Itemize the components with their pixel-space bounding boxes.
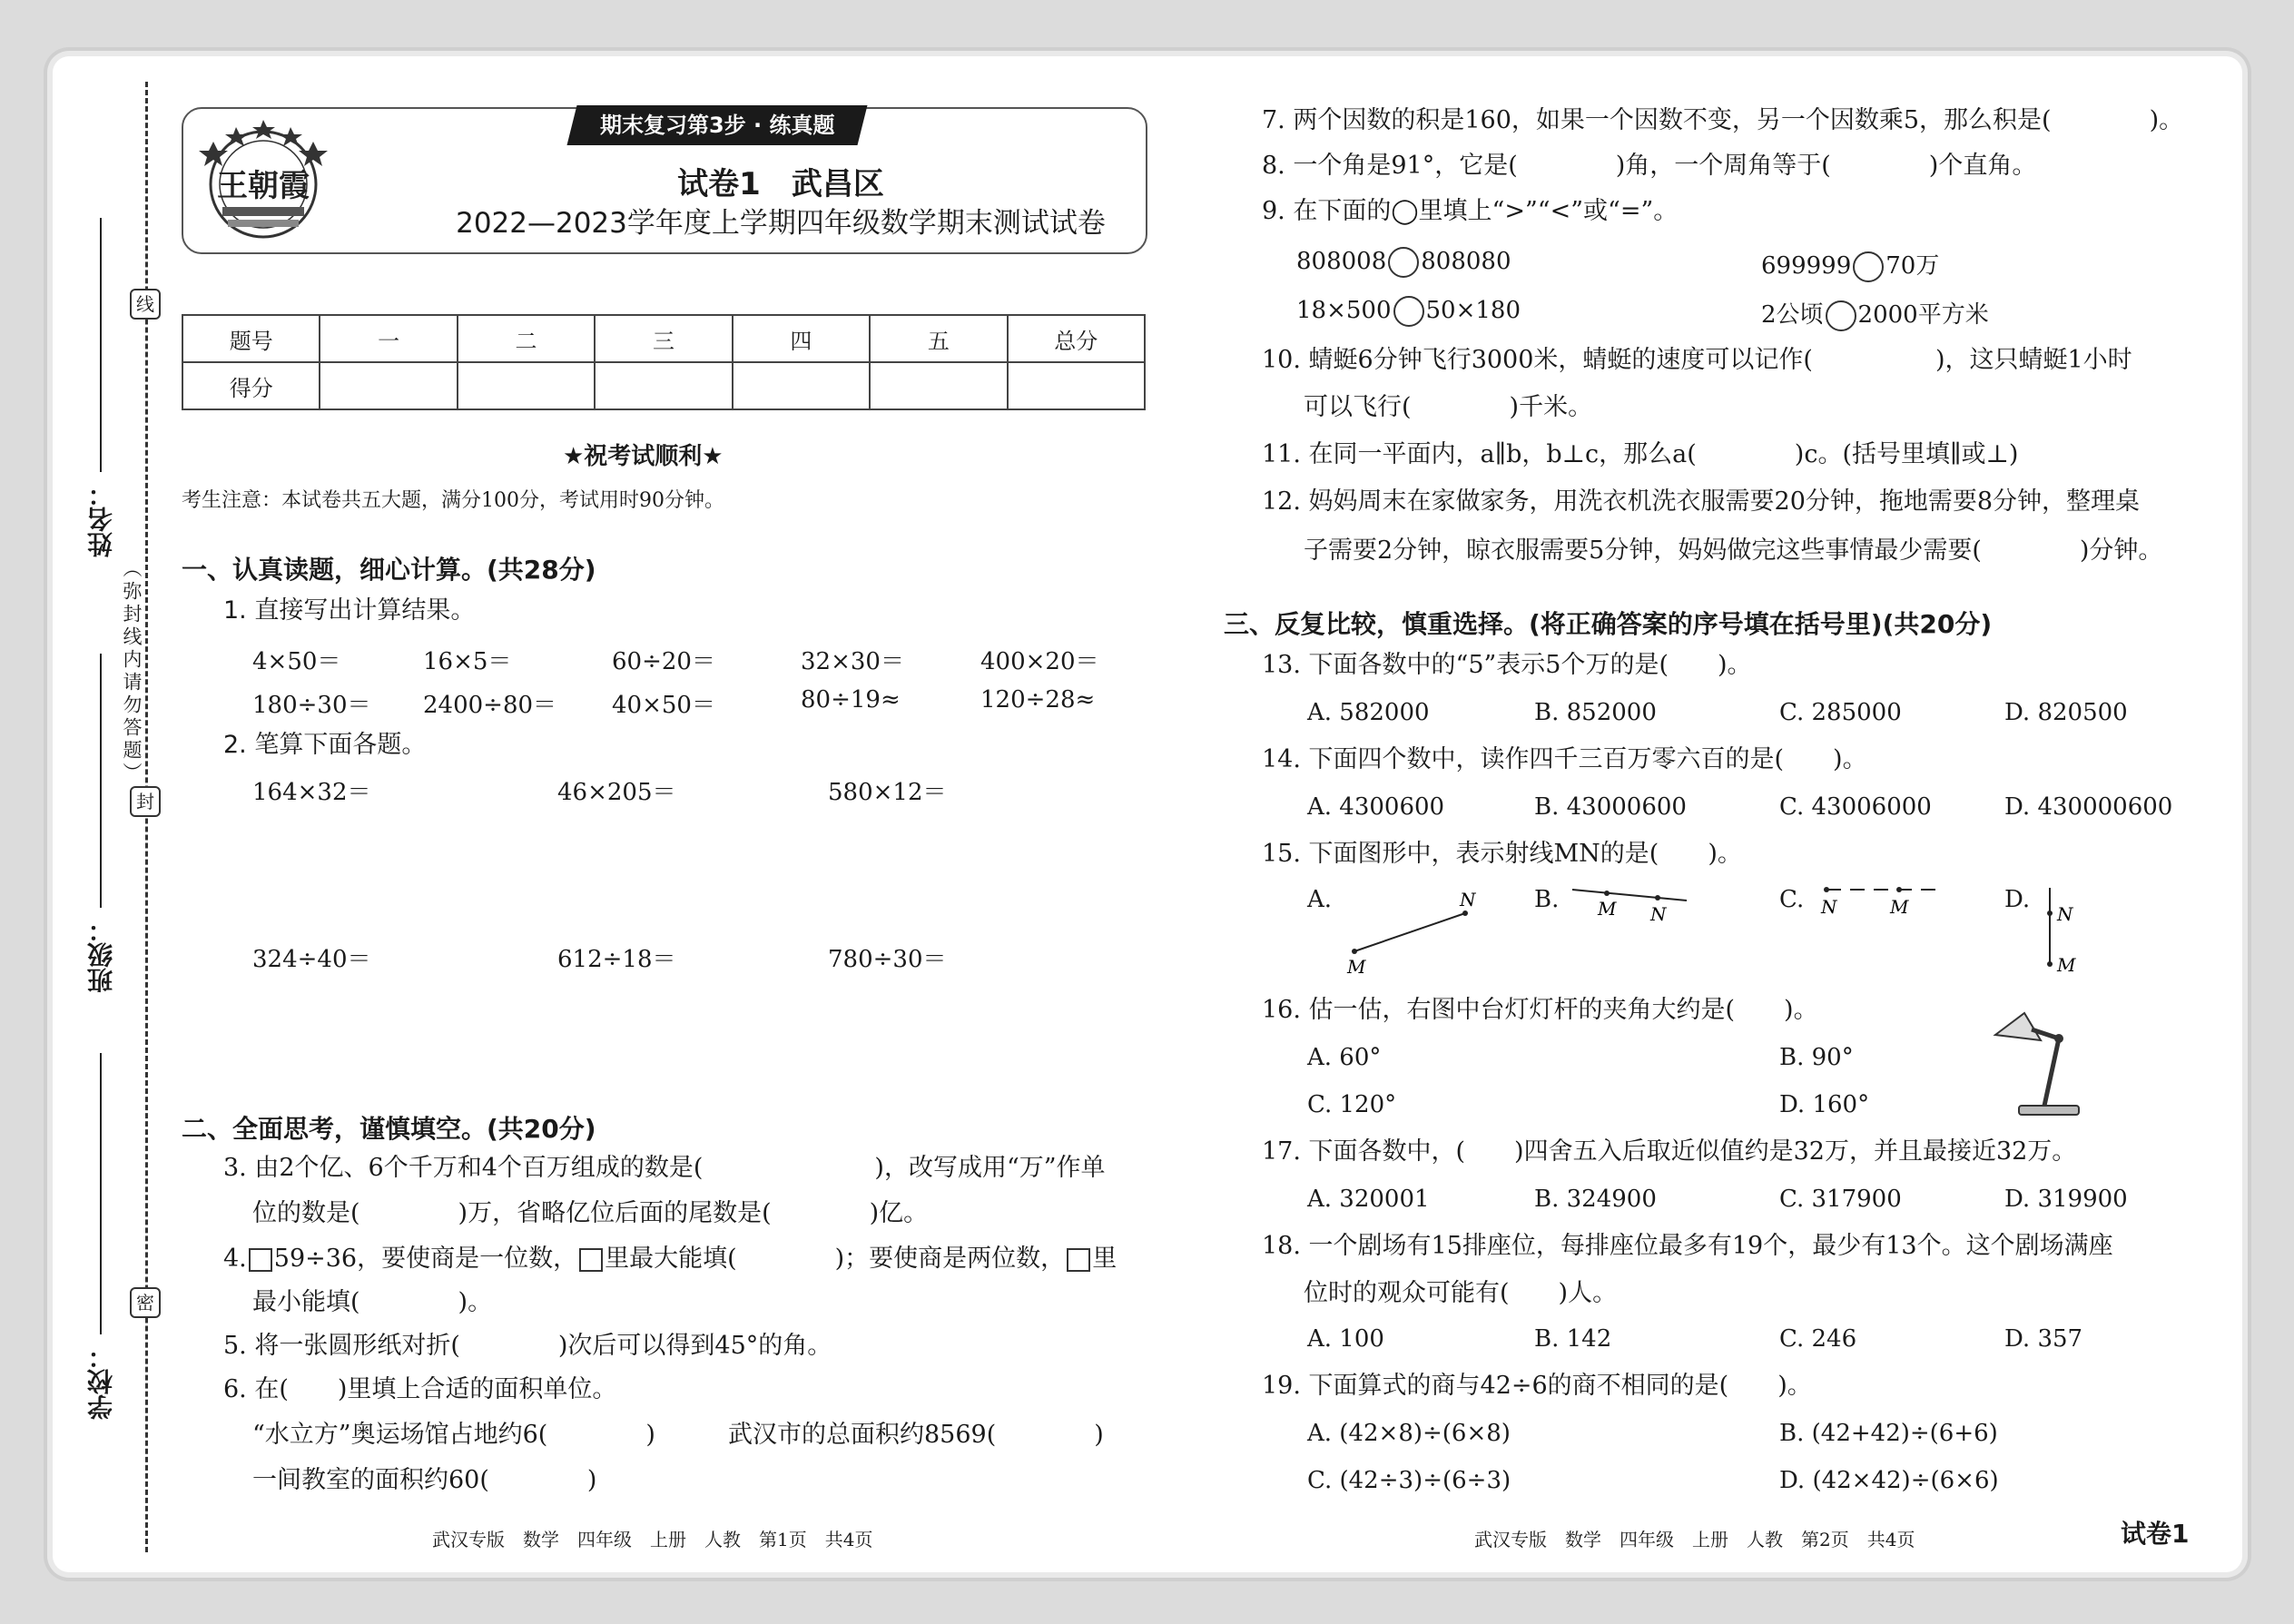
option-a[interactable]: A. 60°: [1307, 1044, 1382, 1071]
score-input-cell[interactable]: [320, 362, 457, 409]
seal-note: （弥封线内请勿答题）: [121, 558, 143, 785]
name-line: [100, 218, 102, 472]
svg-text:M: M: [1890, 896, 1909, 918]
logo-icon: [195, 116, 331, 243]
score-header-cell: 一: [320, 315, 457, 362]
school-label: 学校：: [86, 1343, 116, 1420]
footer-left: 武汉专版 数学 四年级 上册 人教 第1页 共4页: [432, 1529, 873, 1550]
calc-item: 2400÷80＝: [423, 692, 557, 719]
blank-box-icon: [1067, 1248, 1090, 1272]
option-a[interactable]: A. (42×8)÷(6×8): [1307, 1420, 1511, 1447]
option-d[interactable]: D. 820500: [2004, 699, 2128, 726]
svg-text:N: N: [1460, 890, 1476, 910]
option-b[interactable]: B. 142: [1534, 1325, 1612, 1353]
q8-text: 8. 一个角是91°，它是( )角，一个周角等于( )个直角。: [1262, 152, 2037, 180]
calc-item: 32×30＝: [801, 648, 904, 675]
written-calc-item: 580×12＝: [828, 779, 947, 806]
q6-item: 武汉市的总面积约8569( ): [728, 1421, 1104, 1449]
q10-line1: 10. 蜻蜓6分钟飞行3000米，蜻蜓的速度可以记作( )，这只蜻蜓1小时: [1262, 346, 2132, 374]
compare-circle-icon: [1393, 296, 1424, 327]
q18-line2: 位时的观众可能有( )人。: [1304, 1279, 1618, 1307]
written-calc-item: 164×32＝: [252, 779, 371, 806]
written-calc-item: 780÷30＝: [828, 946, 947, 973]
paper-number-badge: 试卷1: [2121, 1519, 2190, 1549]
svg-text:N: N: [2057, 903, 2073, 925]
compare-item: 808008 808080: [1296, 247, 1511, 278]
q5-text: 5. 将一张圆形纸对折( )次后可以得到45°的角。: [223, 1332, 832, 1360]
q13-text: 13. 下面各数中的“5”表示5个万的是( )。: [1262, 651, 1752, 679]
score-header-cell: 总分: [1008, 315, 1145, 362]
option-d[interactable]: D.: [2004, 886, 2031, 913]
compare-item: 18×500 50×180: [1296, 296, 1521, 327]
score-input-cell[interactable]: [458, 362, 595, 409]
q1-text: 1. 直接写出计算结果。: [223, 596, 476, 625]
figure-a-segment: [1344, 890, 1489, 980]
score-header-cell: 四: [733, 315, 870, 362]
option-a[interactable]: A. 4300600: [1307, 793, 1445, 821]
calc-item: 120÷28≈: [980, 686, 1096, 714]
q3-line1: 3. 由2个亿、6个千万和4个百万组成的数是( )，改写成用“万”作单: [223, 1154, 1106, 1182]
section2-title: 二、全面思考，谨慎填空。(共20分): [182, 1114, 596, 1144]
svg-text:M: M: [2057, 954, 2076, 976]
option-c[interactable]: C. (42÷3)÷(6÷3): [1307, 1467, 1511, 1494]
q15-text: 15. 下面图形中，表示射线MN的是( )。: [1262, 840, 1742, 868]
option-a[interactable]: A.: [1307, 886, 1333, 913]
class-label: 班级：: [86, 917, 116, 993]
score-input-cell[interactable]: [595, 362, 732, 409]
school-line: [100, 1053, 102, 1334]
option-c[interactable]: C. 120°: [1307, 1091, 1397, 1118]
class-line: [100, 654, 102, 908]
q2-text: 2. 笔算下面各题。: [223, 731, 427, 759]
step-banner: 期末复习第3步 · 练真题: [567, 105, 868, 145]
score-table-header-row: [182, 315, 1145, 362]
svg-text:N: N: [1821, 896, 1837, 918]
score-row-label: 得分: [182, 362, 320, 409]
figure-d-ray: [2033, 886, 2097, 977]
option-c[interactable]: C.: [1779, 886, 1805, 913]
option-a[interactable]: A. 582000: [1307, 699, 1430, 726]
seal-mi-mark: 密: [130, 1287, 161, 1318]
q11-text: 11. 在同一平面内，a∥b，b⊥c，那么a( )c。(括号里填∥或⊥): [1262, 440, 2019, 468]
blank-box-icon: [249, 1248, 272, 1272]
q17-text: 17. 下面各数中，( )四舍五入后取近似值约是32万，并且最接近32万。: [1262, 1137, 2077, 1166]
calc-item: 400×20＝: [980, 648, 1099, 675]
score-header-cell: 五: [870, 315, 1007, 362]
calc-item: 180÷30＝: [252, 692, 371, 719]
q3-line2: 位的数是( )万，省略亿位后面的尾数是( )亿。: [252, 1199, 929, 1227]
wish-text: ★祝考试顺利★: [563, 443, 724, 470]
figure-b-line: [1570, 886, 1689, 940]
section1-title: 一、认真读题，细心计算。(共28分): [182, 555, 596, 585]
footer-right: 武汉专版 数学 四年级 上册 人教 第2页 共4页: [1474, 1529, 1915, 1550]
calc-item: 16×5＝: [423, 648, 512, 675]
q19-text: 19. 下面算式的商与42÷6的商不相同的是( )。: [1262, 1372, 1812, 1400]
option-d[interactable]: D. 160°: [1779, 1091, 1870, 1118]
paper-title: 试卷1 武昌区: [677, 166, 884, 202]
compare-circle-icon: [1853, 251, 1884, 282]
option-a[interactable]: A. 320001: [1307, 1186, 1430, 1213]
q6-item: 一间教室的面积约60( ): [252, 1466, 597, 1494]
option-d[interactable]: D. (42×42)÷(6×6): [1779, 1467, 1999, 1494]
score-table: [182, 314, 1146, 410]
calc-item: 80÷19≈: [801, 686, 901, 714]
q6-text: 6. 在( )里填上合适的面积单位。: [223, 1375, 617, 1403]
q4-line2: 最小能填( )。: [252, 1288, 493, 1316]
blank-box-icon: [579, 1248, 603, 1272]
q14-text: 14. 下面四个数中，读作四千三百万零六百的是( )。: [1262, 745, 1867, 773]
q6-item: “水立方”奥运场馆占地约6( ): [252, 1421, 655, 1449]
written-calc-item: 46×205＝: [557, 779, 676, 806]
option-b[interactable]: B. 324900: [1534, 1186, 1657, 1213]
compare-item: 2公顷 2000平方米: [1761, 296, 1989, 331]
q16-text: 16. 估一估，右图中台灯灯杆的夹角大约是( )。: [1262, 996, 1818, 1024]
svg-text:M: M: [1598, 898, 1617, 920]
score-input-cell[interactable]: [1008, 362, 1145, 409]
notice-text: 考生注意：本试卷共五大题，满分100分，考试用时90分钟。: [182, 489, 724, 512]
paper-subtitle: 2022—2023学年度上学期四年级数学期末测试试卷: [456, 207, 1106, 240]
score-header-cell: 题号: [182, 315, 320, 362]
q9-text: 9. 在下面的◯里填上“>”“<”或“=”。: [1262, 197, 1679, 225]
option-b[interactable]: B. 852000: [1534, 699, 1657, 726]
option-b[interactable]: B. 90°: [1779, 1044, 1854, 1071]
desk-lamp-icon: [1988, 1008, 2097, 1118]
q18-line1: 18. 一个剧场有15排座位，每排座位最多有19个，最少有13个。这个剧场满座: [1262, 1232, 2113, 1260]
calc-item: 60÷20＝: [612, 648, 715, 675]
figure-c-ray: [1816, 886, 1952, 940]
svg-text:N: N: [1650, 903, 1667, 925]
compare-item: 699999 70万: [1761, 247, 1939, 282]
compare-circle-icon: [1826, 300, 1856, 331]
option-a[interactable]: A. 100: [1307, 1325, 1384, 1353]
written-calc-item: 324÷40＝: [252, 946, 371, 973]
option-d[interactable]: D. 430000600: [2004, 793, 2173, 821]
svg-text:M: M: [1347, 956, 1366, 978]
option-b[interactable]: B.: [1534, 886, 1560, 913]
option-b[interactable]: B. 43000600: [1534, 793, 1687, 821]
option-d[interactable]: D. 319900: [2004, 1186, 2128, 1213]
q12-line1: 12. 妈妈周末在家做家务，用洗衣机洗衣服需要20分钟，拖地需要8分钟，整理桌: [1262, 487, 2141, 516]
score-table-score-row: [182, 362, 1145, 409]
calc-item: 4×50＝: [252, 648, 341, 675]
option-b[interactable]: B. (42+42)÷(6+6): [1779, 1420, 1998, 1447]
score-header-cell: 三: [595, 315, 732, 362]
option-c[interactable]: C. 246: [1779, 1325, 1857, 1353]
compare-circle-icon: [1388, 247, 1419, 278]
q12-line2: 子需要2分钟，晾衣服需要5分钟，妈妈做完这些事情最少需要( )分钟。: [1304, 536, 2163, 565]
score-header-cell: 二: [458, 315, 595, 362]
score-input-cell[interactable]: [870, 362, 1007, 409]
seal-seal-mark: 封: [130, 786, 161, 817]
option-d[interactable]: D. 357: [2004, 1325, 2083, 1353]
option-c[interactable]: C. 43006000: [1779, 793, 1932, 821]
option-c[interactable]: C. 317900: [1779, 1186, 1902, 1213]
calc-item: 40×50＝: [612, 692, 715, 719]
q10-line2: 可以飞行( )千米。: [1304, 393, 1593, 421]
q4-line1: 4. 59÷36，要使商是一位数， 里最大能填( )；要使商是两位数， 里: [223, 1245, 1117, 1273]
name-label: 姓名：: [86, 481, 116, 557]
seal-line-mark: 线: [130, 289, 161, 320]
written-calc-item: 612÷18＝: [557, 946, 676, 973]
score-input-cell[interactable]: [733, 362, 870, 409]
svg-text:王朝霞: 王朝霞: [217, 168, 310, 204]
section3-title: 三、反复比较，慎重选择。(将正确答案的序号填在括号里)(共20分): [1224, 609, 1993, 639]
option-c[interactable]: C. 285000: [1779, 699, 1902, 726]
q7-text: 7. 两个因数的积是160，如果一个因数不变，另一个因数乘5，那么积是( )。: [1262, 106, 2184, 134]
